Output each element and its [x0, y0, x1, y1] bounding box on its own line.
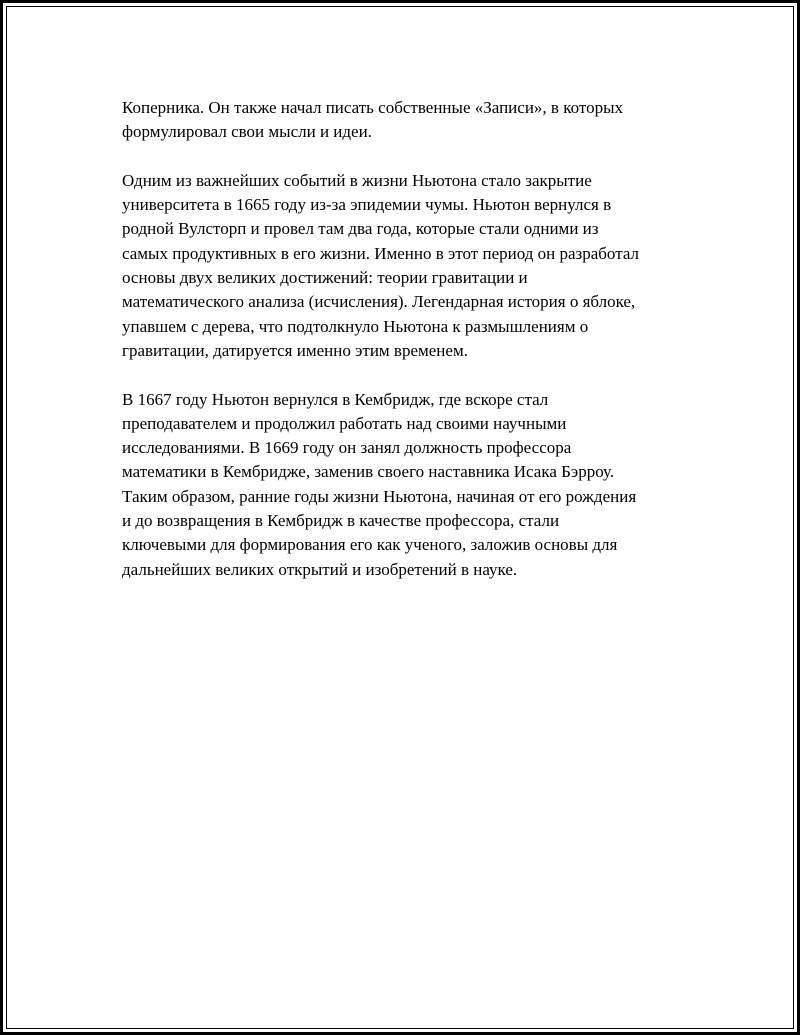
text-line: упавшем с дерева, что подтолкнуло Ньютона к размышлениям о	[122, 316, 589, 336]
text-line: исследованиями. В 1669 году он занял должность профессора	[122, 438, 572, 458]
text-line: самых продуктивных в его жизни. Именно в этот период он разработал	[122, 243, 640, 263]
text-line: математики в Кембридже, заменив своего наставника Исака Бэрроу.	[122, 462, 615, 482]
text-line: формулировал свои мысли и идеи.	[122, 122, 372, 142]
text-line: В 1667 году Ньютон вернулся в Кембридж, где вскоре стал	[122, 389, 549, 409]
text-line: преподавателем и продолжил работать над своими научными	[122, 413, 567, 433]
text-line: математического анализа (исчисления). Легендарная история о яблоке,	[122, 292, 636, 312]
text-line: дальнейших великих открытий и изобретений в науке.	[122, 559, 518, 579]
text-line: гравитации, датируется именно этим временем.	[122, 340, 468, 360]
text-line: Одним из важнейших событий в жизни Ньютона стало закрытие	[122, 170, 592, 190]
text-line: и до возвращения в Кембридж в качестве профессора, стали	[122, 511, 560, 531]
document-body	[122, 96, 702, 606]
text-line: ключевыми для формирования его как ученого, заложив основы для	[122, 535, 618, 555]
text-line: основы двух великих достижений: теории гравитации и	[122, 268, 528, 288]
paragraph-3	[122, 388, 702, 582]
text-line: Коперника. Он также начал писать собственные «Записи», в которых	[122, 98, 623, 117]
text-line: Таким образом, ранние годы жизни Ньютона, начиная от его рождения	[122, 486, 637, 506]
paragraph-1	[122, 96, 702, 145]
text-line: университета в 1665 году из-за эпидемии чумы. Ньютон вернулся в	[122, 195, 612, 215]
text-line: родной Вулсторп и провел там два года, которые стали одними из	[122, 219, 599, 239]
paragraph-2	[122, 169, 702, 363]
